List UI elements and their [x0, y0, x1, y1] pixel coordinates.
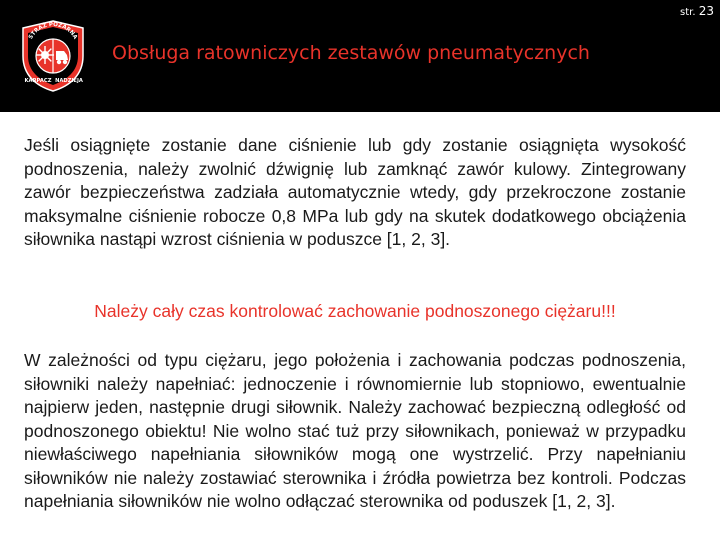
paragraph-inflation-procedure: W zależności od typu ciężaru, jego położenia i zachowania podczas podnoszenia, siłowniki należy napełniać: jednoczenie i równomiernie lub stopniowo, ewentualnie najpierw jeden, następnie drugi siłownik. Należy zachować bezpieczną odległość od podnoszonego obiektu! Nie wolno stać tuż przy siłownikach, ponieważ w przypadku niewłaściwego napełniania siłowników mogą one wystrzelić. Przy napełnianiu siłowników nie należy zostawiać sterownika i źródła powietrza bez kontroli. Podczas napełniania siłowników nie wolno odłączać sterownika od poduszek [1, 2, 3].: [24, 350, 686, 511]
warning-text: Należy cały czas kontrolować zachowanie podnoszonego ciężaru!!!: [94, 301, 616, 321]
page-number: [680, 4, 714, 18]
page-number-value: 23: [698, 4, 714, 18]
paragraph-pressure-release: Jeśli osiągnięte zostanie dane ciśnienie lub gdy zostanie osiągnięta wysokość podnoszenia, należy zwolnić dźwignię lub zamknąć zawór kulowy. Zintegrowany zawór bezpieczeństwa zadziała automatycznie wtedy, gdy przekroczone zostanie maksymalne ciśnienie robocze 0,8 MPa lub gdy na skutek dodatkowego obciążenia siłownika nastąpi wzrost ciśnienia w poduszce [1, 2, 3].: [24, 135, 686, 249]
page-number-prefix: str.: [680, 7, 696, 18]
slide-title: Obsługa ratowniczych zestawów pneumatycznych: [112, 42, 590, 64]
header-bar: [0, 0, 720, 112]
emblem-top-text: STRAŻ POŻARNA: [27, 21, 79, 41]
emblem-bottom-left-text: KARPACZ: [24, 78, 52, 84]
emblem-bottom-right-text: NADZIEJA: [55, 78, 83, 84]
fire-brigade-emblem-icon: [20, 20, 86, 92]
